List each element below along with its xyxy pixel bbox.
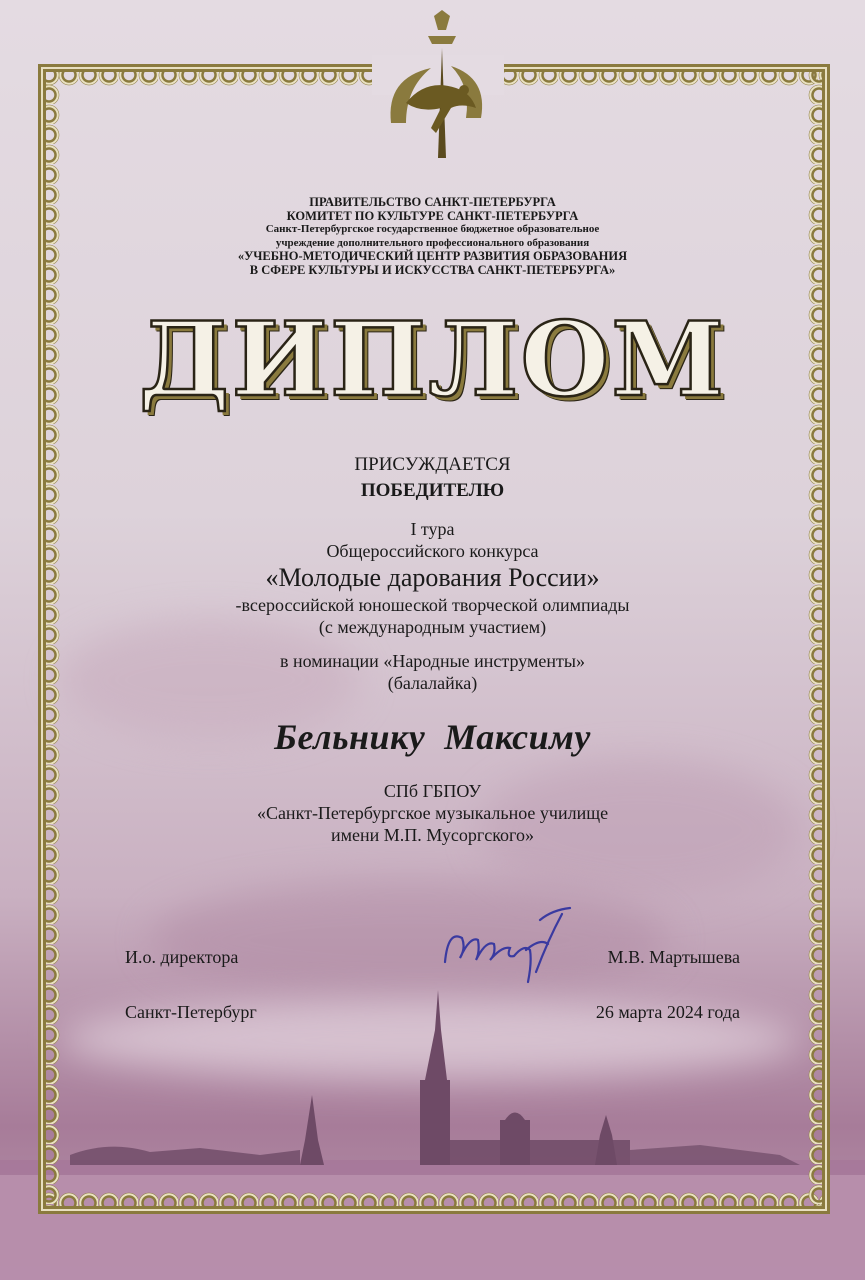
header-line: «УЧЕБНО-МЕТОДИЧЕСКИЙ ЦЕНТР РАЗВИТИЯ ОБРАЗОВАНИЯ xyxy=(237,249,628,263)
header-line: В СФЕРЕ КУЛЬТУРЫ И ИСКУССТВА САНКТ-ПЕТЕРБУРГА» xyxy=(249,262,616,277)
director-name: М.В. Мартышева xyxy=(607,947,740,967)
date-text: 26 марта 2024 года xyxy=(595,1002,740,1022)
header-line: ПРАВИТЕЛЬСТВО САНКТ-ПЕТЕРБУРГА xyxy=(309,195,556,209)
round-text: I тура xyxy=(410,519,455,539)
olympiad-text: -всероссийской юношеской творческой олимпиады xyxy=(235,595,630,615)
school-line: «Санкт-Петербургское музыкальное училище xyxy=(256,803,609,823)
director-label: И.о. директора xyxy=(125,947,239,967)
recipient-name: Бельнику Максиму xyxy=(274,717,591,757)
diploma-body xyxy=(125,452,740,846)
school-line: имени М.П. Мусоргского» xyxy=(331,825,534,845)
competition-text: Общероссийского конкурса xyxy=(326,541,539,561)
theatre-emblem-icon xyxy=(376,8,496,168)
header-line: Санкт-Петербургское государственное бюджетное образовательное xyxy=(265,223,600,235)
header-line: учреждение дополнительного профессионального образования xyxy=(275,236,590,249)
handwritten-signature xyxy=(440,900,580,990)
nomination-text: в номинации «Народные инструменты» xyxy=(279,651,585,671)
instrument-text: (балалайка) xyxy=(387,673,478,693)
awarded-text: ПРИСУЖДАЕТСЯ xyxy=(354,454,511,475)
school-short: СПб ГБПОУ xyxy=(383,781,482,801)
issuer-header xyxy=(150,196,715,277)
diploma-title: ДИПЛОМ xyxy=(138,300,727,420)
city-text: Санкт-Петербург xyxy=(125,1002,257,1022)
international-text: (с международным участием) xyxy=(318,617,547,637)
contest-name: «Молодые дарования России» xyxy=(265,563,600,592)
winner-text: ПОБЕДИТЕЛЮ xyxy=(360,480,505,501)
header-line: КОМИТЕТ ПО КУЛЬТУРЕ САНКТ-ПЕТЕРБУРГА xyxy=(286,208,579,223)
